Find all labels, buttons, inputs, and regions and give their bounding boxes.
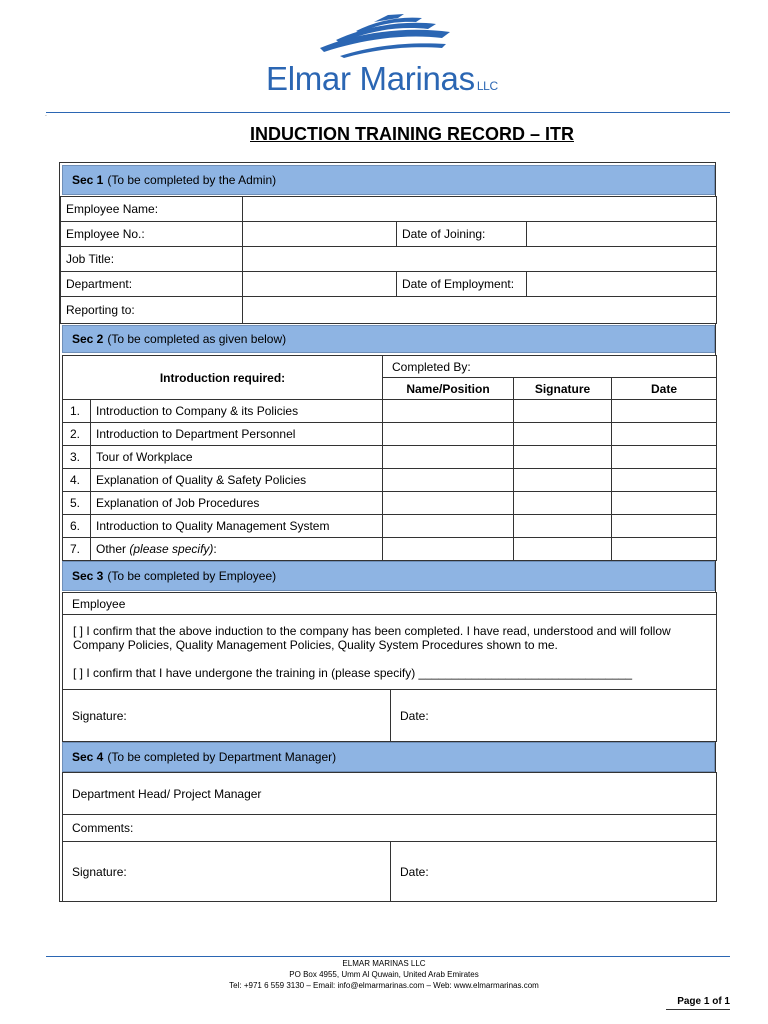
footer-address: PO Box 4955, Umm Al Quwain, United Arab Emirates — [289, 970, 479, 979]
item-name-field[interactable] — [382, 537, 514, 561]
employee-date-label[interactable]: Date: — [390, 689, 717, 742]
item-name-field[interactable] — [382, 399, 514, 423]
page-number: Page 1 of 1 — [677, 996, 730, 1007]
name-position-header: Name/Position — [382, 377, 514, 400]
confirm-training-line: [ ] I confirm that I have undergone the training in (please specify) ________________________________ — [73, 666, 633, 680]
item-number: 5. — [62, 491, 91, 515]
company-name: Elmar Marinas LLC — [266, 60, 498, 97]
item-signature-field[interactable] — [513, 514, 612, 538]
item-number: 2. — [62, 422, 91, 446]
item-text-other: Other (please specify) : — [90, 537, 383, 561]
item-date-field[interactable] — [611, 537, 717, 561]
footer-contact: Tel: +971 6 559 3130 – Email: info@elmarmarinas.com – Web: www.elmarmarinas.com — [229, 981, 539, 990]
sec3-header: Sec 3 (To be completed by Employee) — [62, 561, 715, 591]
confirm-induction-line1: [ ] I confirm that the above induction to the company has been completed. I have read, understood and will follow — [73, 624, 671, 638]
item-signature-field[interactable] — [513, 422, 612, 446]
item-text: Explanation of Quality & Safety Policies — [90, 468, 383, 492]
item-name-field[interactable] — [382, 422, 514, 446]
employee-signature-label[interactable]: Signature: — [62, 689, 391, 742]
date-of-employment-field[interactable] — [526, 271, 717, 297]
induction-form — [59, 162, 716, 902]
footer-divider — [46, 956, 730, 957]
item-number: 4. — [62, 468, 91, 492]
item-name-field[interactable] — [382, 491, 514, 515]
item-text: Tour of Workplace — [90, 445, 383, 469]
item-text: Introduction to Quality Management System — [90, 514, 383, 538]
job-title-field[interactable] — [242, 246, 717, 272]
item-signature-field[interactable] — [513, 537, 612, 561]
item-date-field[interactable] — [611, 445, 717, 469]
confirm-induction-line2: Company Policies, Quality Management Policies, Quality System Procedures shown to me. — [73, 638, 558, 652]
item-text: Explanation of Job Procedures — [90, 491, 383, 515]
date-of-joining-label: Date of Joining: — [396, 221, 527, 247]
employee-no-label: Employee No.: — [60, 221, 243, 247]
reporting-to-field[interactable] — [242, 296, 717, 324]
employee-no-field[interactable] — [242, 221, 397, 247]
employee-label: Employee — [62, 592, 717, 615]
sec1-header: Sec 1 (To be completed by the Admin) — [62, 165, 715, 195]
item-signature-field[interactable] — [513, 468, 612, 492]
item-number: 3. — [62, 445, 91, 469]
date-of-employment-label: Date of Employment: — [396, 271, 527, 297]
department-field[interactable] — [242, 271, 397, 297]
manager-signature-label[interactable]: Signature: — [62, 841, 391, 902]
date-header: Date — [611, 377, 717, 400]
manager-date-label[interactable]: Date: — [390, 841, 717, 902]
company-logo — [262, 8, 512, 96]
department-head-label: Department Head/ Project Manager — [62, 772, 717, 815]
item-date-field[interactable] — [611, 514, 717, 538]
job-title-label: Job Title: — [60, 246, 243, 272]
item-text: Introduction to Department Personnel — [90, 422, 383, 446]
item-text: Introduction to Company & its Policies — [90, 399, 383, 423]
item-date-field[interactable] — [611, 468, 717, 492]
introduction-required-header: Introduction required: — [62, 355, 383, 400]
header-divider — [46, 112, 730, 113]
footer-company: ELMAR MARINAS LLC — [342, 959, 426, 968]
item-signature-field[interactable] — [513, 491, 612, 515]
item-name-field[interactable] — [382, 468, 514, 492]
item-signature-field[interactable] — [513, 399, 612, 423]
page-title: INDUCTION TRAINING RECORD – ITR — [250, 124, 574, 144]
margin-mark: ` — [45, 116, 47, 122]
item-date-field[interactable] — [611, 491, 717, 515]
employee-name-label: Employee Name: — [60, 196, 243, 222]
boat-logo-icon — [318, 12, 452, 60]
item-date-field[interactable] — [611, 422, 717, 446]
department-label: Department: — [60, 271, 243, 297]
item-number: 7. — [62, 537, 91, 561]
company-suffix: LLC — [476, 79, 498, 93]
item-name-field[interactable] — [382, 445, 514, 469]
sec2-header: Sec 2 (To be completed as given below) — [62, 325, 715, 353]
item-signature-field[interactable] — [513, 445, 612, 469]
comments-label[interactable]: Comments: — [62, 814, 717, 842]
sec4-header: Sec 4 (To be completed by Department Manager) — [62, 742, 715, 772]
employee-name-field[interactable] — [242, 196, 717, 222]
signature-header: Signature — [513, 377, 612, 400]
item-number: 6. — [62, 514, 91, 538]
item-name-field[interactable] — [382, 514, 514, 538]
reporting-to-label: Reporting to: — [60, 296, 243, 324]
page-number-rule — [666, 1009, 730, 1010]
item-date-field[interactable] — [611, 399, 717, 423]
completed-by-header: Completed By: — [382, 355, 717, 378]
date-of-joining-field[interactable] — [526, 221, 717, 247]
item-number: 1. — [62, 399, 91, 423]
